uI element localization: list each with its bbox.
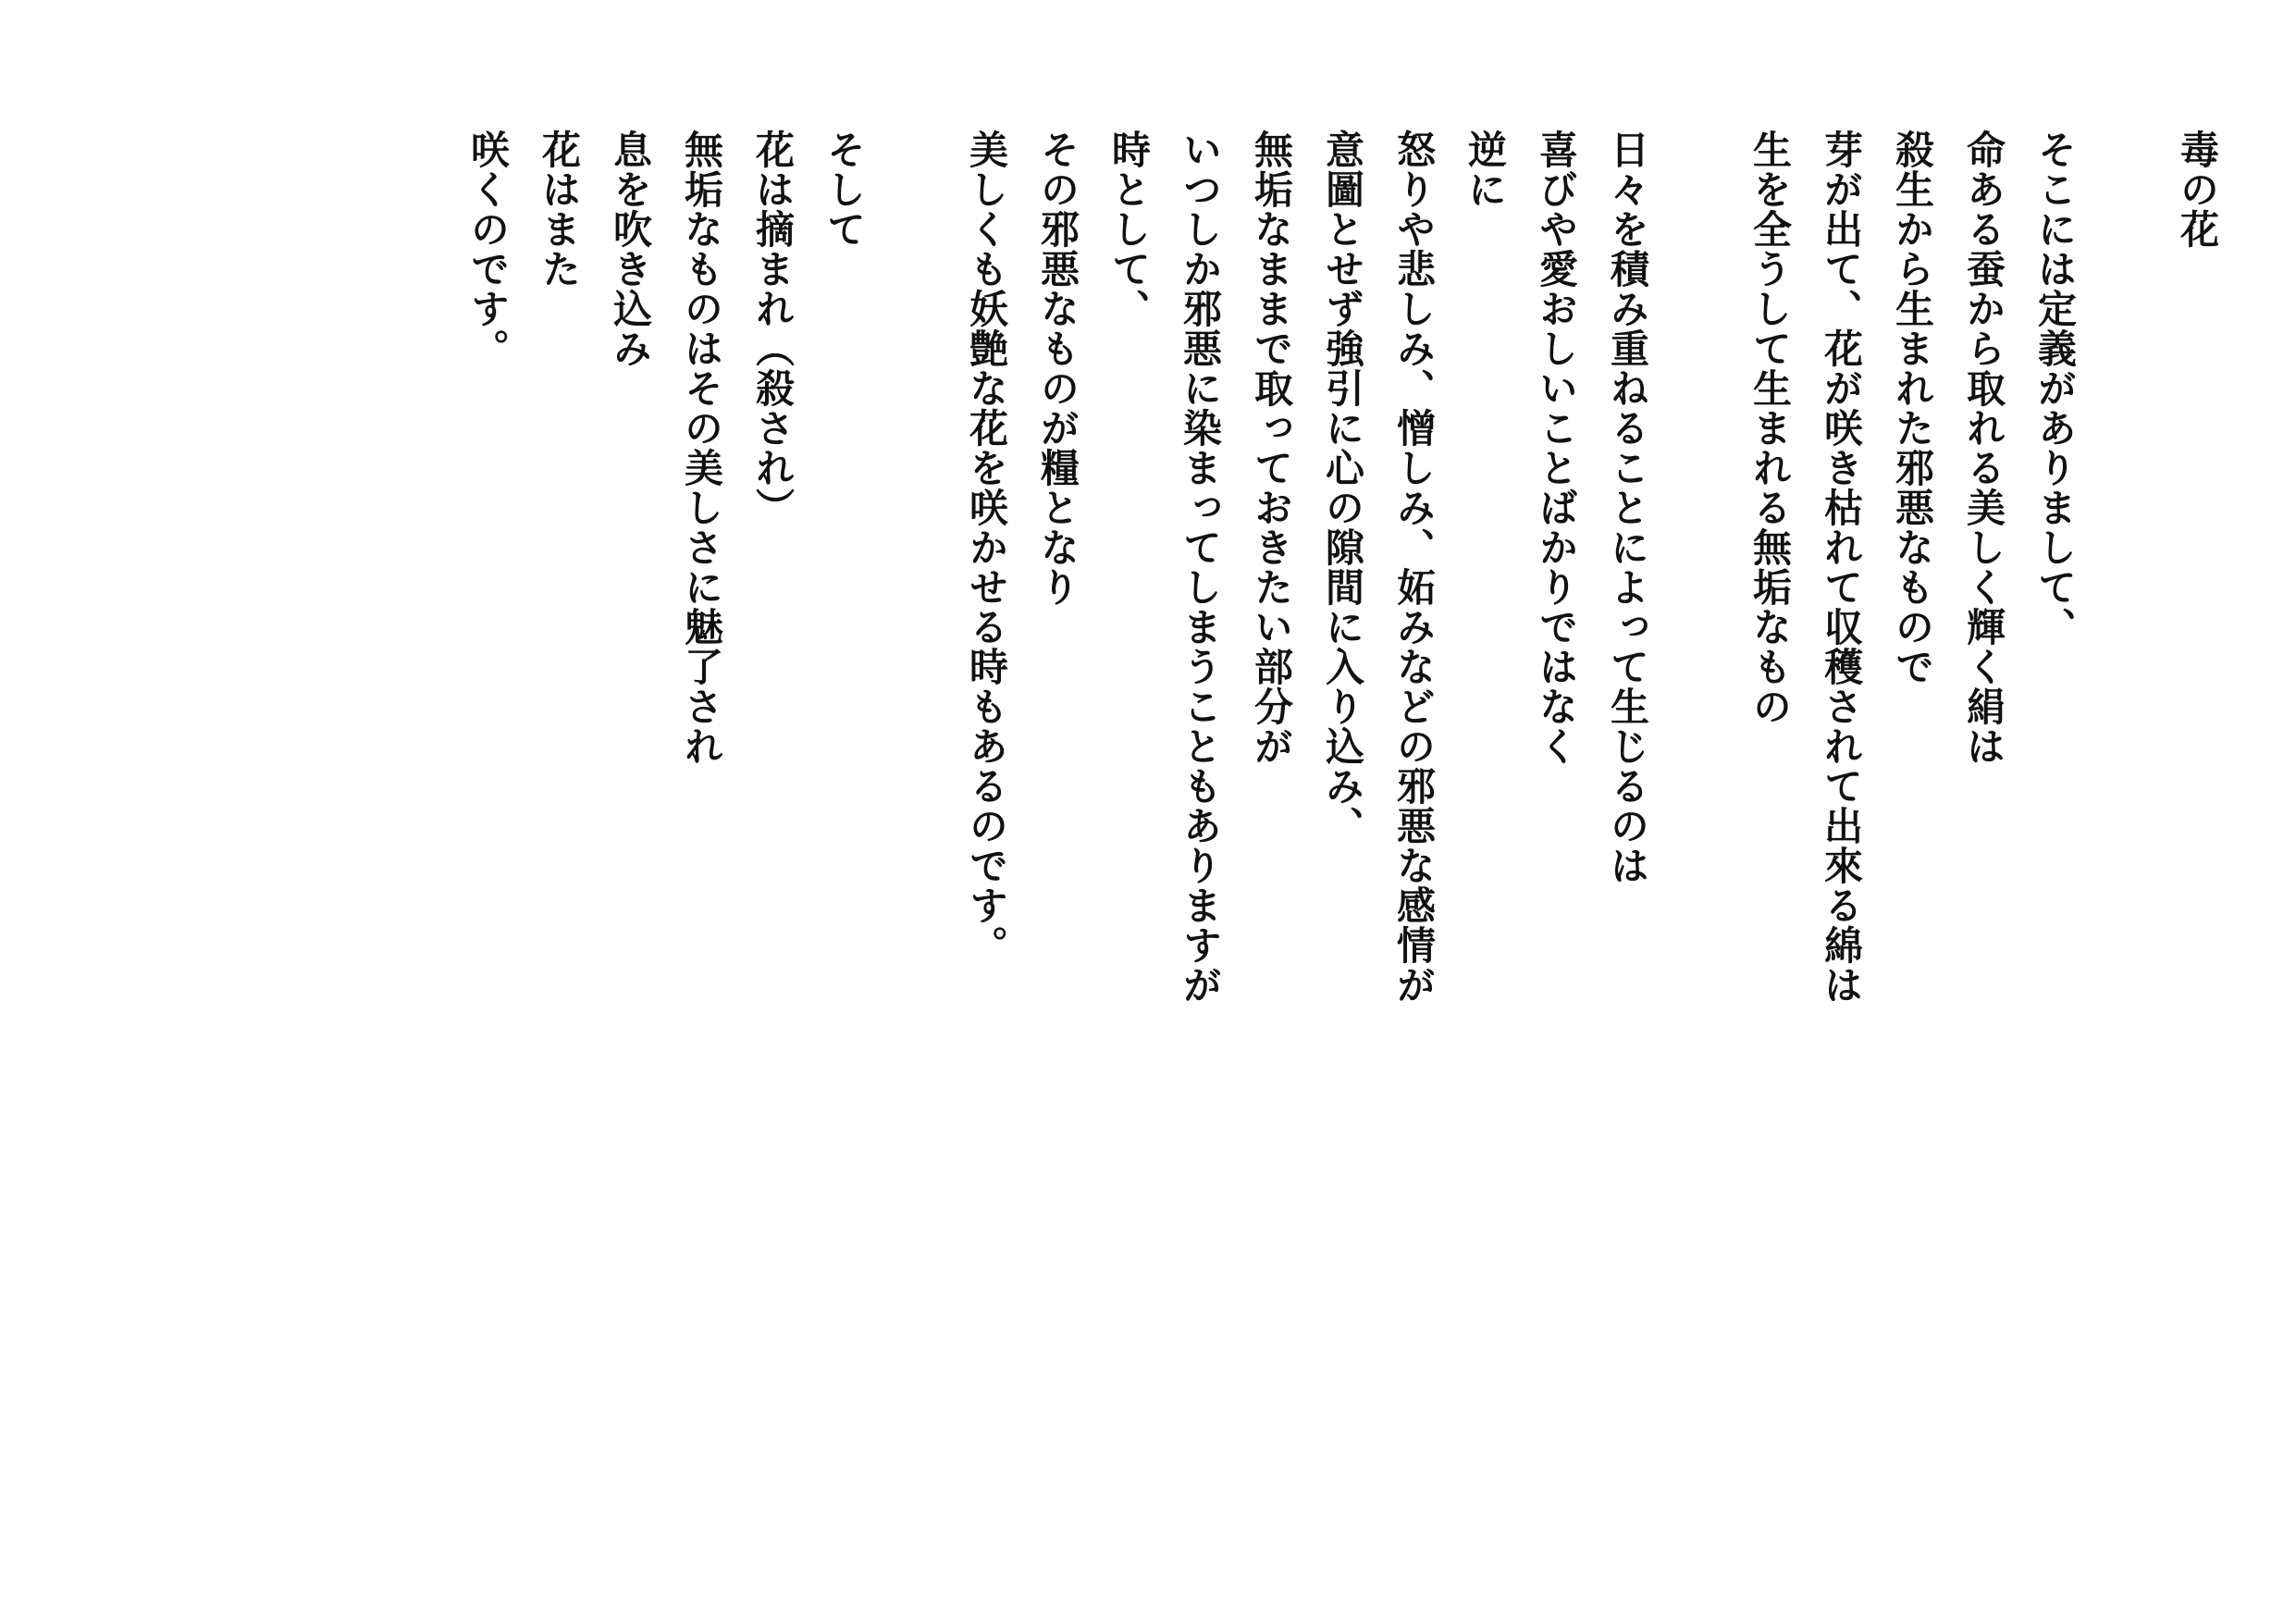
poem-line: 花はまた	[537, 130, 582, 289]
poem-line: 怒りや悲しみ、憎しみ、妬みなどの邪悪な感情が	[1391, 130, 1437, 1005]
poem-line: そこには定義がありまして、	[2032, 130, 2078, 647]
poem-line: 殺生から生まれた邪悪なもので	[1890, 130, 1935, 686]
poem-text	[452, 130, 2233, 1425]
poem-line: 時として、	[1106, 130, 1152, 328]
poem-line: 美しくも妖艶な花を咲かせる時もあるのです。	[964, 130, 1009, 965]
poem-line: いつしか邪悪に染まってしまうこともありますが	[1178, 130, 1223, 1005]
poem-line: その邪悪なものが糧となり	[1035, 130, 1080, 607]
poem-line: 喜びや愛おしいことばかりではなく	[1534, 130, 1579, 766]
poem-line: 咲くのです。	[465, 130, 511, 368]
poem-line: 日々を積み重ねることによって生じるのは	[1605, 130, 1650, 885]
poem-line: 芽が出て、花が咲き枯れて収穫されて出來る綿は	[1819, 130, 1864, 1005]
poem-line: 花は摘まれ（殺され）	[750, 130, 796, 527]
poem-line: 命ある蚕から取れる美しく輝く絹は	[1961, 130, 2006, 766]
poem-line: 逆に	[1463, 130, 1508, 209]
poem-line: 息を吹き込み	[608, 130, 653, 368]
poem-line: そして	[821, 130, 867, 249]
poem-title: 毒の花	[2175, 130, 2220, 249]
poem-line: 生を全うして生まれる無垢なもの	[1747, 130, 1793, 726]
poem-line: 無垢なままで取っておきたい部分が	[1249, 130, 1294, 766]
poem-line: 意圖とせず強引に心の隙間に入り込み、	[1320, 130, 1365, 846]
poem-line: 無垢なものはその美しさに魅了され	[679, 130, 724, 766]
